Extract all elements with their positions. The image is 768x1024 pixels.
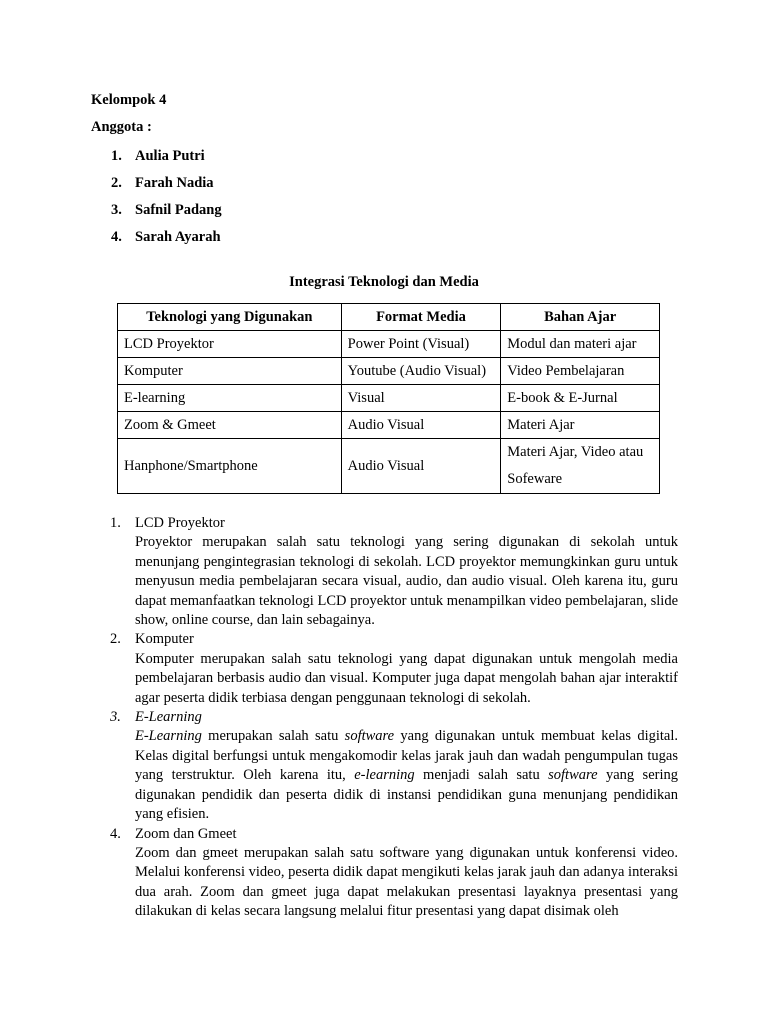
table-row	[118, 358, 660, 385]
body-fragment: e-learning	[354, 767, 415, 784]
sections	[110, 514, 678, 922]
section-zoom-gmeet	[110, 825, 678, 922]
section-heading	[110, 708, 678, 727]
section-body: Komputer merupakan salah satu teknologi yang dapat digunakan untuk mengolah media pembelajaran berbasis audio dan visual. Komputer juga dapat mengolah bahan ajar interaktif agar peserta didik terbiasa dengan penggunaan teknologi di sekolah.	[135, 650, 678, 706]
list-item	[111, 173, 222, 200]
member-name: Aulia Putri	[135, 148, 205, 164]
section-heading	[110, 514, 678, 533]
body-fragment: software	[344, 728, 395, 745]
table-row	[118, 439, 660, 494]
table-cell: E-book & E-Jurnal	[501, 385, 660, 412]
table-cell: E-learning	[118, 385, 342, 412]
table-row	[118, 331, 660, 358]
table-cell: Audio Visual	[341, 439, 501, 494]
list-item	[111, 227, 222, 254]
section-title: Komputer	[135, 631, 194, 648]
table-cell: Komputer	[118, 358, 342, 385]
members-label: Anggota :	[91, 119, 152, 135]
section-number: 3.	[110, 709, 121, 726]
table-cell: LCD Proyektor	[118, 331, 342, 358]
body-fragment: yang sering digunakan pendidik dan peserta didik di instansi pendidikan guna menunjang pendidikan yang efisien.	[135, 767, 678, 823]
section-number: 4.	[110, 825, 121, 842]
table-header-row	[118, 304, 660, 331]
section-title: Zoom dan Gmeet	[135, 825, 237, 842]
list-number: 2.	[111, 175, 122, 191]
list-item	[111, 146, 222, 173]
section-number: 1.	[110, 515, 121, 531]
media-table	[117, 303, 660, 494]
section-lcd	[110, 514, 678, 630]
section-body	[110, 727, 678, 824]
table-cell: Modul dan materi ajar	[501, 331, 660, 358]
list-number: 4.	[111, 229, 122, 245]
body-fragment: software	[548, 767, 598, 784]
member-name: Safnil Padang	[135, 202, 222, 218]
section-heading	[110, 630, 678, 649]
table-cell: Youtube (Audio Visual)	[341, 358, 501, 385]
column-header: Format Media	[341, 304, 501, 331]
member-name: Sarah Ayarah	[135, 229, 221, 245]
section-body: Proyektor merupakan salah satu teknologi yang sering digunakan di sekolah untuk menunjang pengintegrasian teknologi di sekolah. LCD proyektor memungkinkan guru untuk menyusun media pembelajaran secara visual, audio, dan audio visual. Oleh karena itu, guru dapat memanfaatkan teknologi LCD proyektor untuk menampilkan video pembelajaran, slide show, online course, dan lain sebagainya.	[135, 534, 678, 629]
section-number: 2.	[110, 631, 121, 648]
body-fragment: yang digunakan untuk membuat kelas digital. Kelas digital berfungsi untuk mengakomodir kelas jarak jauh dan wadah pengumpulan tugas yang terstruktur. Oleh karena itu,	[135, 728, 678, 784]
table-row	[118, 385, 660, 412]
table-cell: Audio Visual	[341, 412, 501, 439]
column-header: Bahan Ajar	[501, 304, 660, 331]
body-fragment: menjadi salah satu	[414, 767, 549, 784]
list-item	[111, 200, 222, 227]
section-title: E-Learning	[135, 709, 202, 726]
table-cell: Materi Ajar, Video atau Sofeware	[501, 439, 660, 494]
body-fragment: merupakan salah satu	[201, 728, 345, 745]
member-name: Farah Nadia	[135, 175, 214, 191]
table-title: Integrasi Teknologi dan Media	[289, 274, 479, 290]
section-body: Zoom dan gmeet merupakan salah satu software yang digunakan untuk konferensi video. Melalui konferensi video, peserta didik dapat mengikuti kelas jarak jauh dan adanya interaksi dua arah. Zoom dan gmeet juga dapat melakukan presentasi layaknya presentasi yang dilakukan di kelas secara langsung melalui fitur presentasi yang dapat disimak oleh	[135, 844, 678, 920]
list-number: 3.	[111, 202, 122, 218]
section-elearning	[110, 708, 678, 824]
section-heading	[110, 825, 678, 844]
table-cell: Video Pembelajaran	[501, 358, 660, 385]
column-header: Teknologi yang Digunakan	[118, 304, 342, 331]
member-list	[111, 146, 222, 254]
list-number: 1.	[111, 148, 122, 164]
table-cell: Visual	[341, 385, 501, 412]
table-row	[118, 412, 660, 439]
section-komputer	[110, 630, 678, 708]
table-cell: Power Point (Visual)	[341, 331, 501, 358]
table-cell: Hanphone/Smartphone	[118, 439, 342, 494]
table-cell: Zoom & Gmeet	[118, 412, 342, 439]
table-cell: Materi Ajar	[501, 412, 660, 439]
group-title: Kelompok 4	[91, 92, 167, 108]
body-fragment: E-Learning	[135, 728, 202, 745]
section-title: LCD Proyektor	[135, 515, 225, 531]
